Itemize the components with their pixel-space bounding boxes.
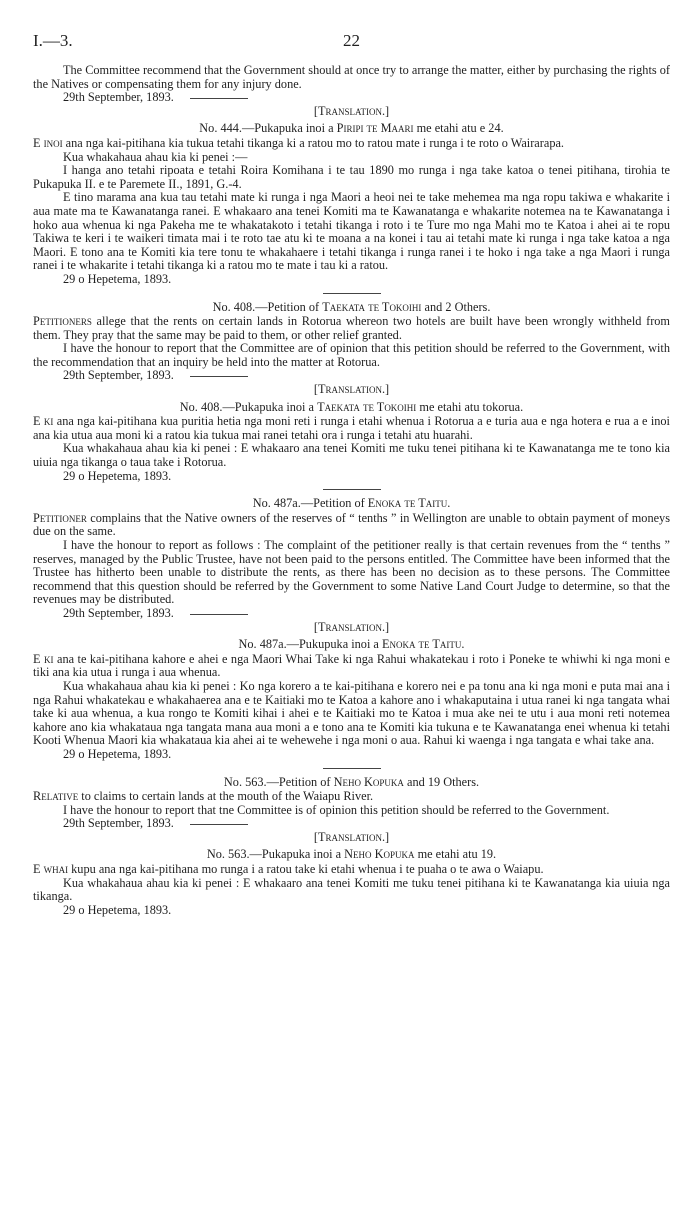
report-paragraph: I have the honour to report as follows : The complaint of the petitioner really is that certain revenues from the “ tenths ” reserves, managed by the Public Trustee, have not been paid to the persons entitled. The Committee have been informed that the Trustee has hitherto been unable to distribute the rents, as there has been no decision as to these persons. The Committee recommend that this question should be referred by the Government to some Native Land Court Judge to determine, so that the revenues may be distributed.	[33, 538, 670, 607]
date-text: 29th September, 1893.	[63, 90, 174, 105]
section-date	[33, 607, 670, 621]
separator-rule	[190, 614, 248, 615]
petitioner-name: Taekata te Tokoihi	[317, 399, 417, 414]
separator-rule	[323, 293, 381, 294]
petition-heading: No. 487a.—Petition of Enoka te Taitu.	[252, 496, 451, 511]
section-date	[33, 817, 670, 831]
petitioner-name: Enoka te Taitu	[367, 496, 448, 511]
petition-summary: Petitioners allege that the rents on certain lands in Rotorua whereon two hotels are built have been wrongly withheld from them. They pray that the same may be paid to them, or other relief granted.	[33, 314, 670, 342]
separator-rule	[190, 824, 248, 825]
separator-rule	[323, 768, 381, 769]
report-paragraph: I have the honour to report that tne Committee is of opinion this petition should be referred to the Government.	[63, 802, 610, 817]
section-date: 29 o Hepetema, 1893.	[63, 271, 172, 286]
petitioner-name: Neho Kopuka	[344, 847, 415, 862]
petitioner-name: Taekata te Tokoihi	[322, 299, 422, 314]
translation-marker: [Translation.]	[313, 829, 390, 844]
report-paragraph: I hanga ano tetahi ripoata e tetahi Roira Komihana i te tau 1890 mo runga i nga take katoa o tenei pitihana, tirohia te Pukapuka II. e te Paremete II., 1891, G.-4.	[33, 163, 670, 191]
petition-summary: E ki ana nga kai-pitihana kua puritia hetia nga moni reti i runga i etahi whenua i Rotorua a e turia aua e nga hotera e rua a e inoi ana kia utua aua moni ki a ratou kia tukua mai ranei tetahi ora i runga i tetahi atu huarahi.	[33, 414, 670, 442]
intro-paragraph: The Committee recommend that the Government should at once try to arrange the matter, either by purchasing the rights of the Natives or compensating them for any injury done.	[33, 63, 670, 91]
date-text: 29th September, 1893.	[63, 605, 174, 620]
report-paragraph: Kua whakahaua ahau kia ki penei : E whakaaro ana tenei Komiti me tuku tenei pitihana ki te Kawanatanga kia uiuia nga tikanga.	[33, 875, 670, 904]
date-text: 29th September, 1893.	[63, 816, 174, 831]
section-date: 29 o Hepetema, 1893.	[63, 902, 172, 917]
section-date: 29 o Hepetema, 1893.	[63, 468, 172, 483]
date-text: 29th September, 1893.	[63, 368, 174, 383]
petition-summary: E ki ana te kai-pitihana kahore e ahei e nga Maori Whai Take ki nga Rahui whakatekau i roto i Poneke te whiwhi ki nga moni e tiki ana kia utua i runga i aua whenua.	[33, 651, 670, 680]
document-reference: I.—3.	[33, 31, 73, 50]
petition-summary: Relative to claims to certain lands at the mouth of the Waiapu River.	[33, 789, 374, 804]
separator-rule	[190, 98, 248, 99]
petition-heading: No. 487a.—Pukupuka inoi a Enoka te Taitu.	[238, 637, 465, 652]
petitioner-name: Piripi te Maari	[336, 121, 414, 136]
report-paragraph: Kua whakahaua ahau kia ki penei : Ko nga korero a te kai-pitihana e korero nei e pa tonu ana ki nga moni e puta mai ana i nga Rahui whakatekau e whakahaerea ana e te Kaitiaki mo te Katoa a kahore ano i whakaputaina i utua ranei ki nga tangata whai take ki aua whenua, a kua rongo te Komiti kihai i ahei e te Kaitiaki mo te Katoa i mua ake nei te utu i aua moni reti notemea kahore ano kia whakataua nga tangata mana aua moni a e tono ana te Komiti kia tukuna e te Kawanatanga enei whenua ki tetahi Kooti Whenua Maori kia whakataua kia ahei ai te wehewehe i nga moni o aua. Rahui ki waenga i nga tangata e whai take ana.	[33, 678, 670, 748]
page-number: 22	[343, 31, 360, 50]
petitioner-name: Enoka te Taitu	[381, 637, 462, 652]
petition-heading: No. 408.—Petition of Taekata te Tokoihi and 2 Others.	[212, 299, 491, 314]
section-date	[33, 91, 670, 105]
petition-heading: No. 563.—Pukapuka inoi a Neho Kopuka me etahi atu 19.	[206, 847, 497, 862]
report-paragraph: E tino marama ana kua tau tetahi mate ki runga i nga Maori a heoi nei te take mehemea ma nga ropu takiwa e whakarite i aua mate ma te Kawanatanga ranei. E whakaaro ana tenei Komiti ma te Kawanatanga e whakarite notemea na te Kawanatanga i hoko aua whenua ki nga Pakeha me te whakatakoto i tetahi tikanga i roto i te Ture mo nga Mahi mo te Katoa i ahei ai te ropu Takiwa te keri i te waikeri timata mai i te roto tae atu ki te moana a na konei i tau ai tetahi mate ki runga i nga take katoa a nga Maori. E tono ana te Komiti kia tere tonu te whakahaere i tetahi tikanga i runga ranei i te hoko i nga take a nga Maori i runga ranei i te whakarite i tetahi tikanga ki a ratou mo te mate i tau ki a ratou.	[33, 190, 670, 273]
petition-heading: No. 444.—Pukapuka inoi a Piripi te Maari me etahi atu e 24.	[199, 121, 504, 136]
petition-summary: E whai kupu ana nga kai-pitihana mo runga i a ratou take ki etahi whenua i te puaha o te awa o Waiapu.	[33, 862, 544, 877]
report-paragraph: Kua whakahaua ahau kia ki penei :—	[63, 149, 248, 164]
report-paragraph: I have the honour to report that the Committee are of opinion that this petition should be referred to the Government, with the recommendation that an inquiry be held into the matter at Rotorua.	[33, 341, 670, 369]
section-date: 29 o Hepetema, 1893.	[63, 746, 172, 761]
petition-summary: E inoi ana nga kai-pitihana kia tukua tetahi tikanga ki a ratou mo to ratou mate i runga i te roto o Wairarapa.	[33, 135, 565, 150]
report-paragraph: Kua whakahaua ahau kia ki penei : E whakaaro ana tenei Komiti me tuku tenei pitihana ki te Kawanatanga me te tono kia uiuia nga tikanga o taua take i Rotorua.	[33, 441, 670, 470]
separator-rule	[323, 489, 381, 490]
translation-marker: [Translation.]	[313, 103, 390, 118]
translation-marker: [Translation.]	[313, 619, 390, 634]
petition-heading: No. 563.—Petition of Neho Kopuka and 19 Others.	[223, 774, 480, 789]
separator-rule	[190, 376, 248, 377]
petition-heading: No. 408.—Pukapuka inoi a Taekata te Tokoihi me etahi atu tokorua.	[179, 399, 524, 414]
section-date	[33, 369, 670, 383]
translation-marker: [Translation.]	[313, 382, 390, 397]
page-header	[33, 31, 670, 64]
petitioner-name: Neho Kopuka	[333, 774, 404, 789]
petition-summary: Petitioner complains that the Native owners of the reserves of “ tenths ” in Wellington are unable to obtain payment of moneys due on the same.	[33, 510, 670, 539]
